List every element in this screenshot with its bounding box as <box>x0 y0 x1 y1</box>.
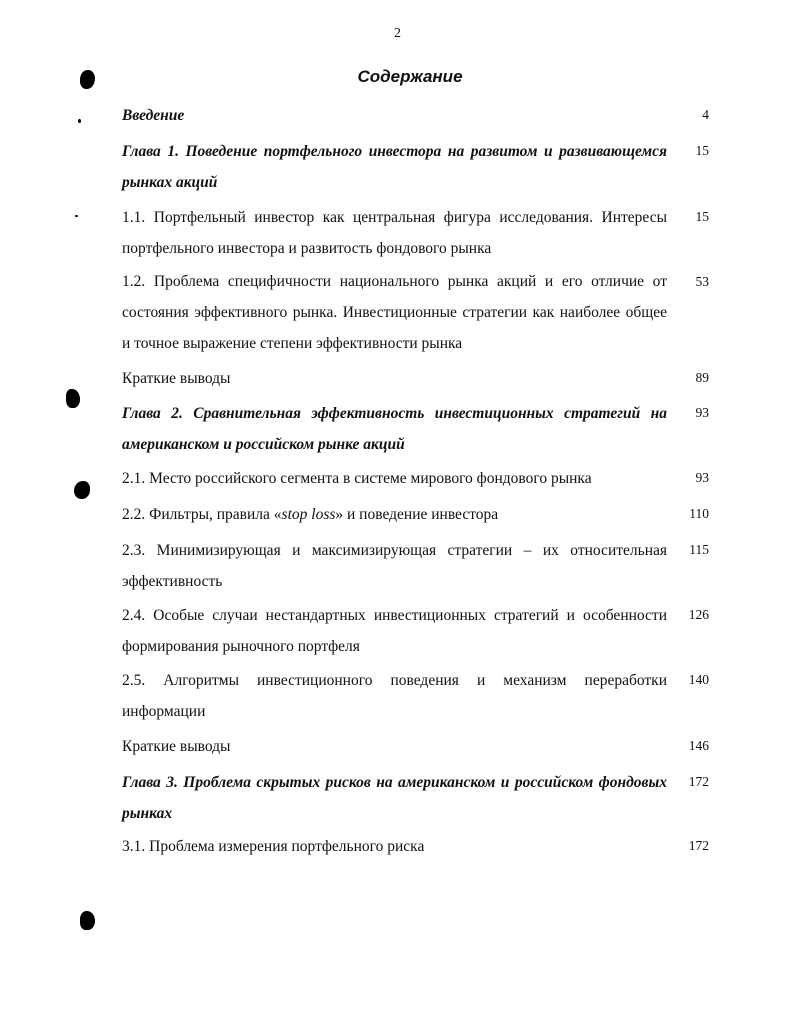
toc-entry-text: Введение <box>122 107 185 124</box>
toc-entry-page: 93 <box>695 405 709 420</box>
toc-entry <box>122 665 667 727</box>
toc-entry-text: Глава 1. Поведение портфельного инвестора на развитом и развивающемся рынках акций <box>122 143 667 191</box>
toc-entry <box>122 831 667 862</box>
toc-entry-text <box>122 499 667 530</box>
toc-entry-page: 115 <box>689 542 709 557</box>
toc-entry-page: 172 <box>688 838 709 853</box>
toc-entry-text: Глава 3. Проблема скрытых рисков на американском и российском фондовых рынках <box>122 774 667 822</box>
toc-entry-page: 172 <box>688 774 709 789</box>
scan-mark <box>66 389 80 408</box>
toc-entry-page: 53 <box>695 274 709 289</box>
scan-mark <box>80 911 95 930</box>
toc-entry-text: 2.4. Особые случаи нестандартных инвестиционных стратегий и особенности формирования рыночного портфеля <box>122 607 667 655</box>
toc-entry-text: Краткие выводы <box>122 738 231 755</box>
scan-mark <box>74 481 90 499</box>
toc-entry <box>122 398 667 460</box>
toc-entry <box>122 202 667 264</box>
toc-entry <box>122 136 667 198</box>
toc-entry-text: 1.2. Проблема специфичности национального рынка акций и его отличие от состояния эффективного рынка. Инвестиционные стратегии как наиболее общее и точное выражение степени эффективности рынка <box>122 273 667 352</box>
toc-entry-text: Краткие выводы <box>122 370 231 387</box>
toc-entry-page: 146 <box>688 738 709 753</box>
toc-entry-text: 2.5. Алгоритмы инвестиционного поведения и механизм переработки информации <box>122 672 667 720</box>
scan-mark <box>75 215 78 217</box>
toc-entry-text: 2.3. Минимизирующая и максимизирующая стратегии – их относительная эффективность <box>122 542 667 590</box>
toc-entry <box>122 731 667 762</box>
toc-entry-page: 93 <box>695 470 709 485</box>
toc-entry <box>122 363 667 394</box>
toc-entry-page: 4 <box>702 107 709 122</box>
toc-entry-page: 89 <box>695 370 709 385</box>
toc-entry-page: 126 <box>688 607 709 622</box>
toc-text-part: 2.2. Фильтры, правила « <box>122 506 282 523</box>
toc-entry <box>122 463 667 494</box>
toc-entry-text: 1.1. Портфельный инвестор как центральная фигура исследования. Интересы портфельного инвестора и развитость фондового рынка <box>122 209 667 257</box>
toc-text-italic: stop loss <box>281 506 336 523</box>
toc-entry-page: 15 <box>695 209 709 224</box>
toc-entry <box>122 266 667 359</box>
toc-entry <box>122 600 667 662</box>
toc-entry-page: 140 <box>688 672 709 687</box>
toc-entry <box>122 100 667 131</box>
page-title: Содержание <box>357 67 463 86</box>
toc-entry <box>122 767 667 829</box>
toc-entry <box>122 535 667 597</box>
toc-text-part: » и поведение инвестора <box>335 506 499 523</box>
toc-entry-text: Глава 2. Сравнительная эффективность инвестиционных стратегий на американском и российском рынке акций <box>122 405 667 453</box>
toc-entry-page: 110 <box>689 506 709 521</box>
toc-entry-text: 2.1. Место российского сегмента в системе мирового фондового рынка <box>122 470 592 487</box>
toc-entry <box>122 499 667 530</box>
scan-mark <box>78 119 81 123</box>
page-number: 2 <box>394 26 401 41</box>
toc-entry-page: 15 <box>695 143 709 158</box>
toc-entry-text: 3.1. Проблема измерения портфельного риска <box>122 838 425 855</box>
